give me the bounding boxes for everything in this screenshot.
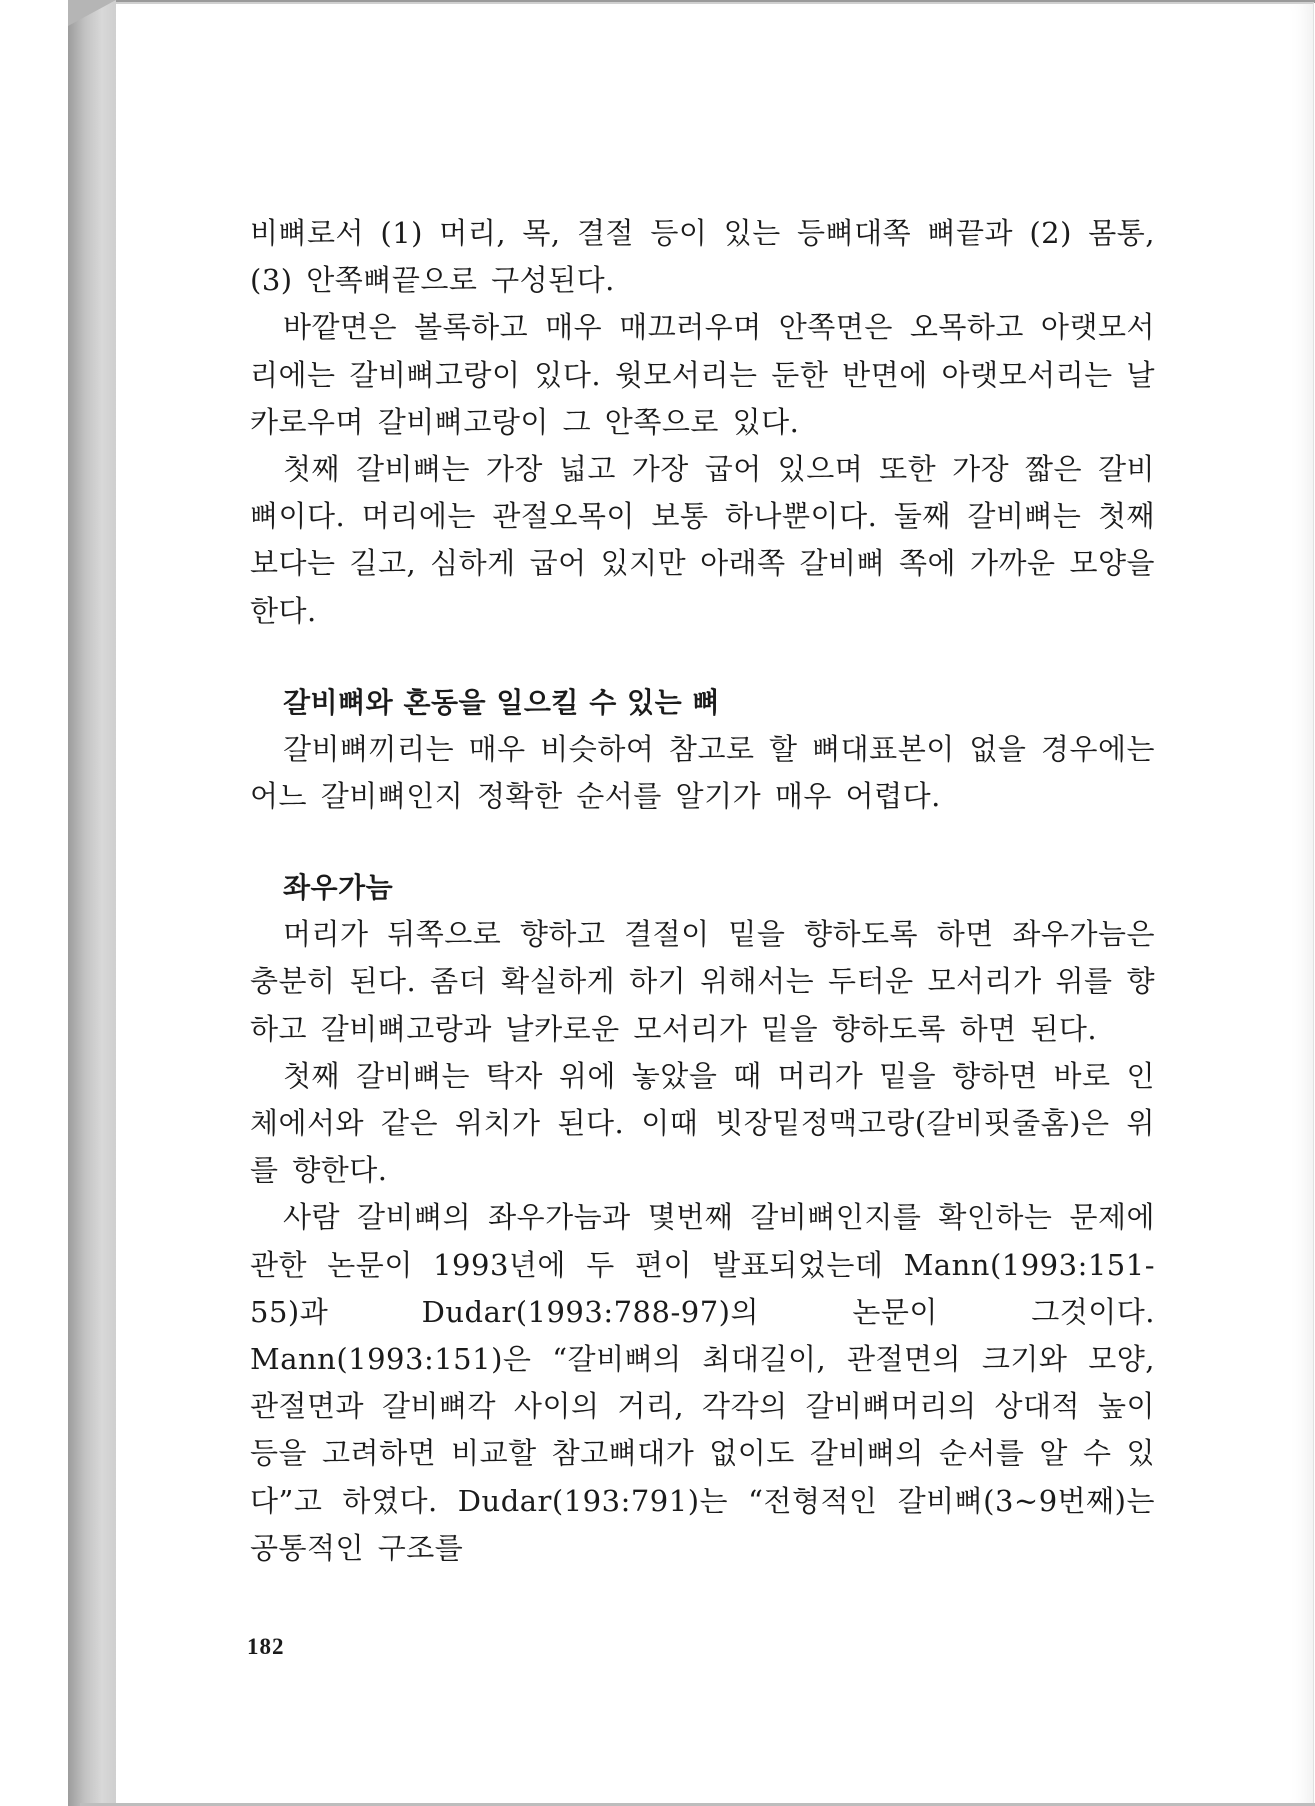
book-spine <box>68 0 116 1806</box>
section-heading: 갈비뼈와 혼동을 일으킬 수 있는 뼈 <box>283 685 720 719</box>
paragraph: 첫째 갈비뼈는 탁자 위에 놓았을 때 머리가 밑을 향하면 바로 인체에서와 같은 위치가 된다. 이때 빗장밑정맥고랑(갈비핏줄홈)은 위를 향한다. <box>250 1058 1155 1188</box>
page-number: 182 <box>247 1634 285 1659</box>
paragraph: 비뼈로서 (1) 머리, 목, 결절 등이 있는 등뼈대쪽 뼈끝과 (2) 몸통, (3) 안쪽뼈끝으로 구성된다. <box>250 216 1155 298</box>
book-spine-top <box>68 0 116 26</box>
paragraph: 첫째 갈비뼈는 가장 넓고 가장 굽어 있으며 또한 가장 짧은 갈비뼈이다. 머리에는 관절오목이 보통 하나뿐이다. 둘째 갈비뼈는 첫째보다는 길고, 심하게 굽어 있지만 아래쪽 갈비뼈 쪽에 가까운 모양을 한다. <box>250 452 1155 628</box>
section-heading: 좌우가늠 <box>283 871 394 905</box>
paragraph: 바깥면은 볼록하고 매우 매끄러우며 안쪽면은 오목하고 아랫모서리에는 갈비뼈고랑이 있다. 윗모서리는 둔한 반면에 아랫모서리는 날카로우며 갈비뼈고랑이 그 안쪽으로 있다. <box>250 310 1155 439</box>
paragraph: 머리가 뒤쪽으로 향하고 결절이 밑을 향하도록 하면 좌우가늠은 충분히 된다. 좀더 확실하게 하기 위해서는 두터운 모서리가 위를 향하고 갈비뼈고랑과 날카로운 모서리가 밑을 향하도록 하면 된다. <box>250 917 1155 1046</box>
paragraph: 사람 갈비뼈의 좌우가늠과 몇번째 갈비뼈인지를 확인하는 문제에 관한 논문이 1993년에 두 편이 발표되었는데 Mann(1993:151-55)과 Dudar(1993:788-97)의 논문이 그것이다. Mann(1993:151)은 “갈비뼈의 최대길이, 관절면의 크기와 모양, 관절면과 갈비뼈각 사이의 거리, 각각의 갈비뼈머리의 상대적 높이 등을 고려하면 비교할 참고뼈대가 없이도 갈비뼈의 순서를 알 수 있다”고 하였다. Dudar(193:791)는 “전형적인 갈비뼈(3~9번째)는 공통적인 구조를 <box>250 1200 1155 1565</box>
page-content <box>250 210 1155 1572</box>
paragraph: 갈비뼈끼리는 매우 비슷하여 참고로 할 뼈대표본이 없을 경우에는 어느 갈비뼈인지 정확한 순서를 알기가 매우 어렵다. <box>250 731 1155 814</box>
